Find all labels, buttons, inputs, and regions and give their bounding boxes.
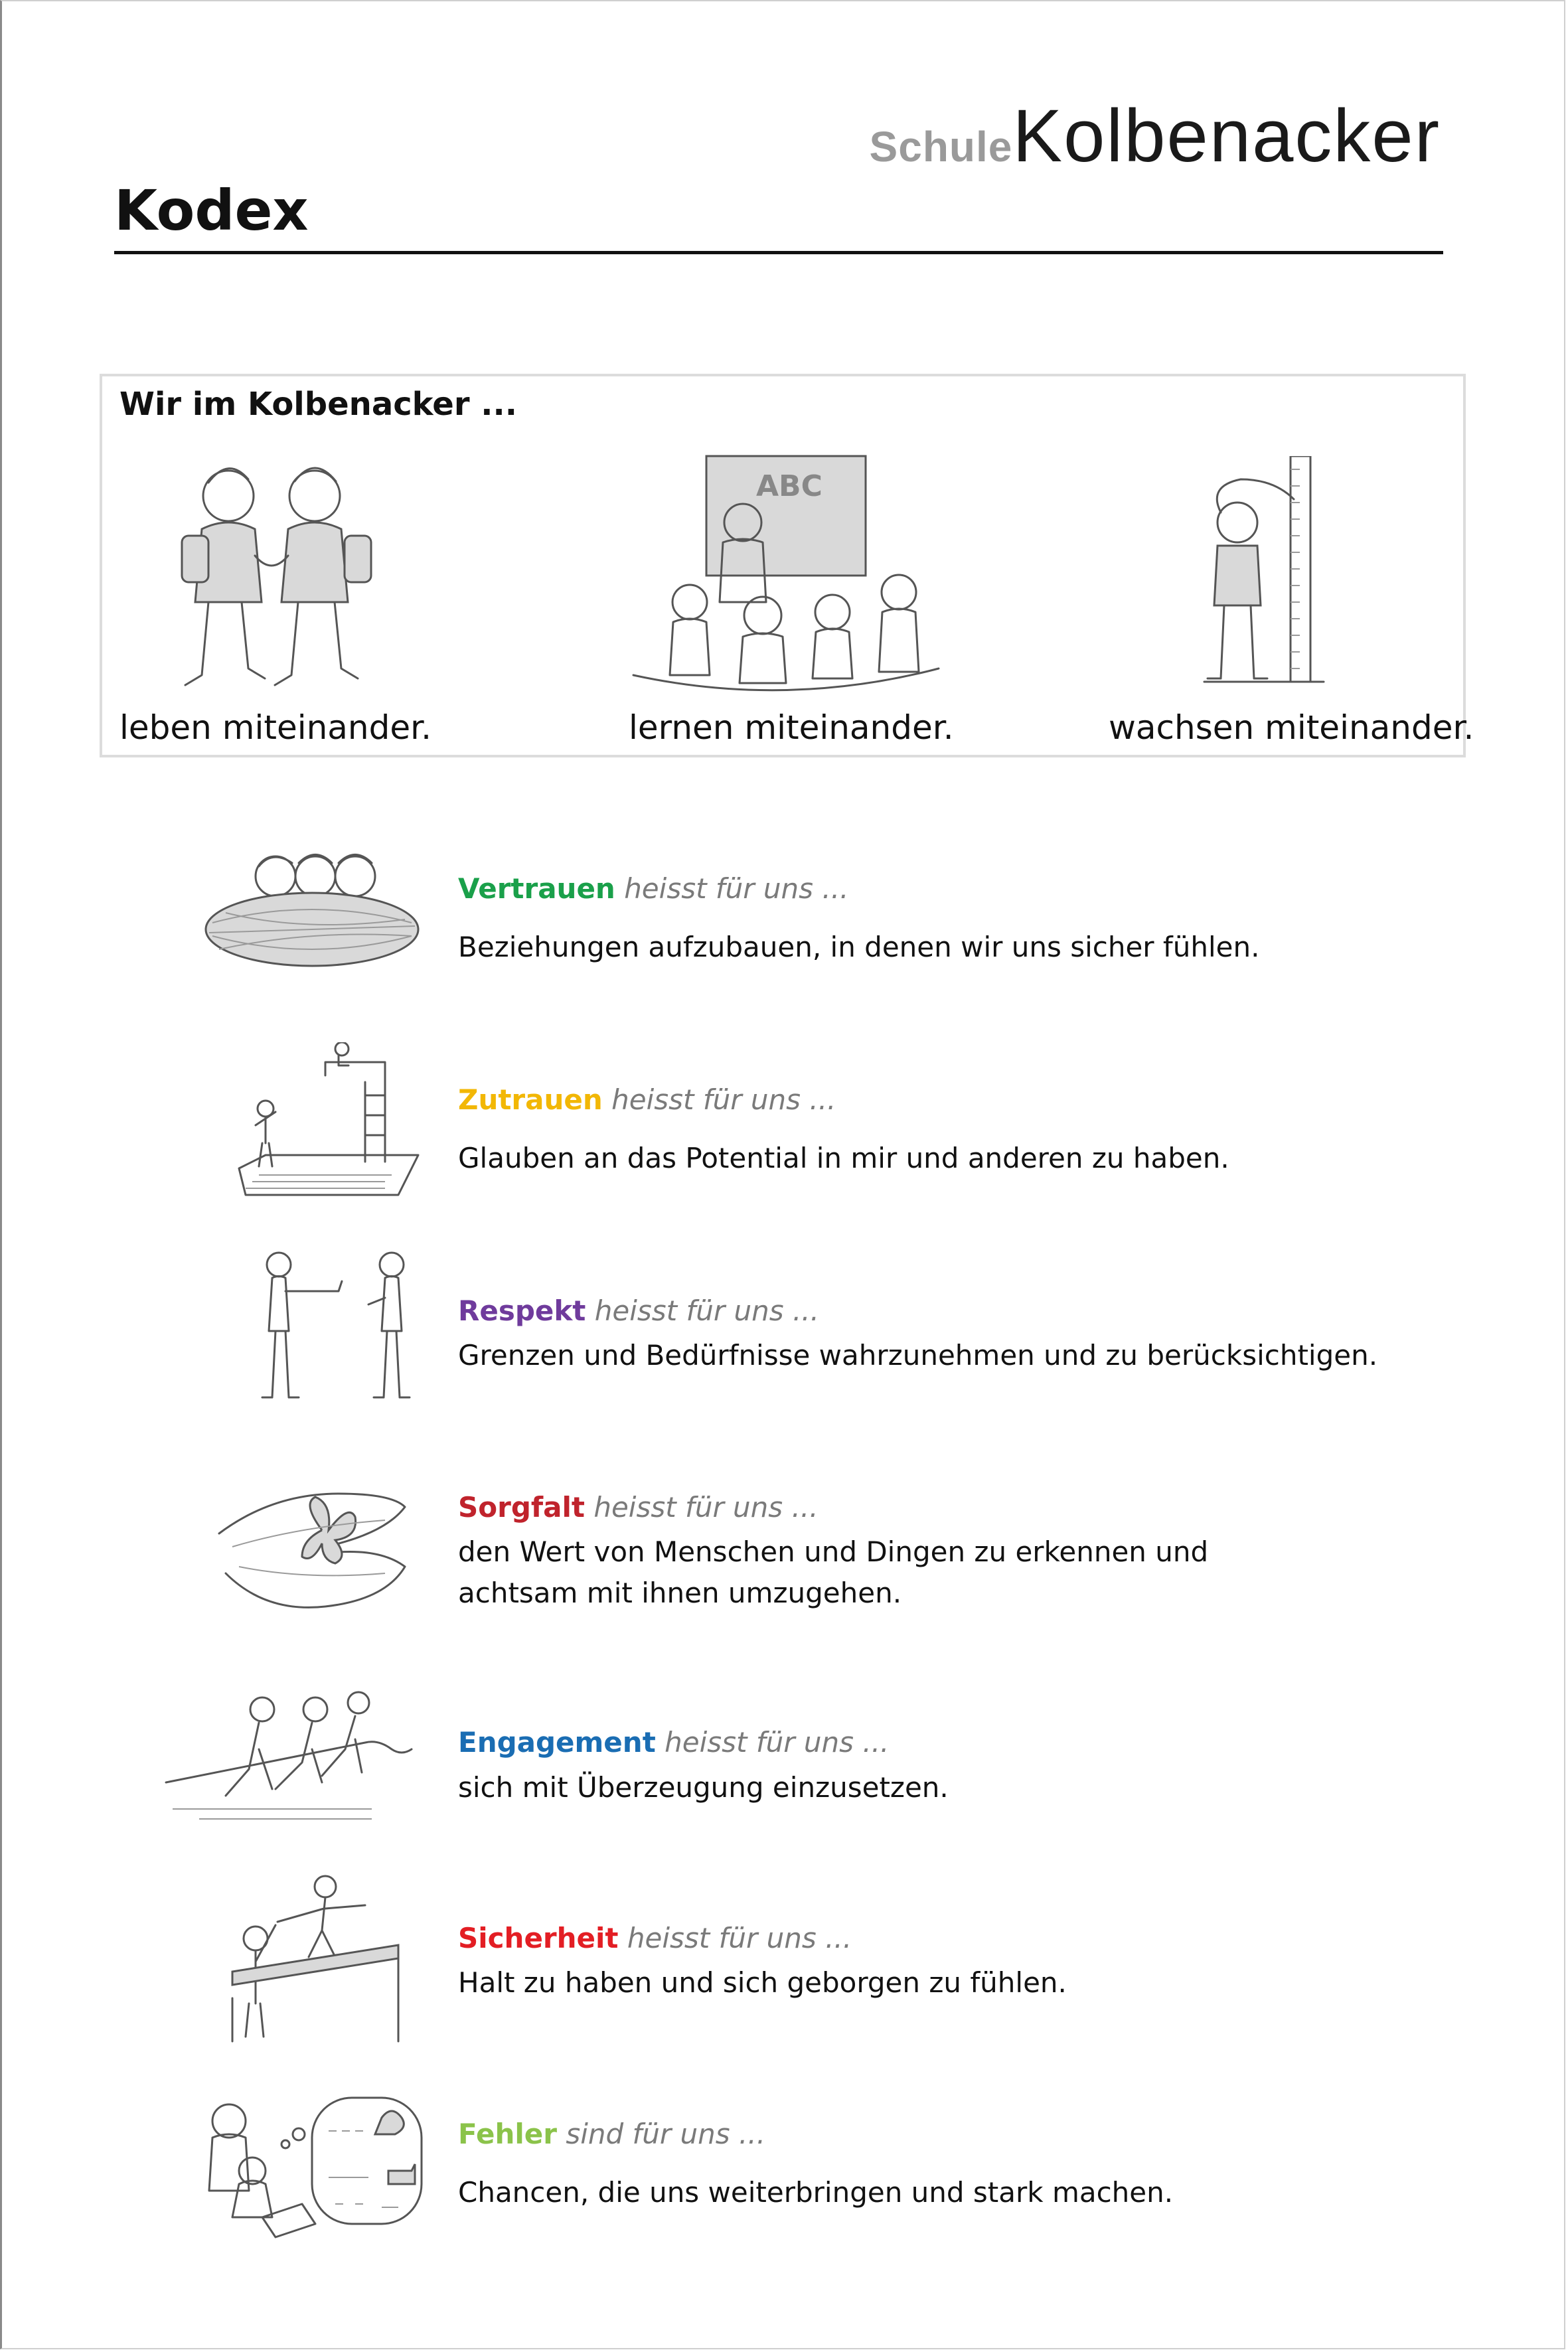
stop-gesture-illustration xyxy=(249,1248,415,1414)
logo-name-word: Kolbenacker xyxy=(1012,94,1441,177)
intro-box xyxy=(100,374,1474,757)
balancing-wall-illustration xyxy=(219,1872,412,2045)
value-heading-rest: heisst für uns ... xyxy=(593,1491,819,1524)
value-text-vertrauen: Beziehungen aufzubauen, in denen wir uns sicher fühlen. xyxy=(458,931,1260,963)
value-text-sicherheit: Halt zu haben und sich geborgen zu fühlen. xyxy=(458,1966,1067,1999)
intro-caption-leben: leben miteinander. xyxy=(119,708,431,747)
hands-butterfly-illustration xyxy=(212,1467,418,1620)
intro-heading: Wir im Kolbenacker ... xyxy=(119,386,517,423)
height-measuring-illustration xyxy=(1178,456,1350,702)
value-heading-rest: heisst für uns ... xyxy=(665,1726,890,1759)
value-text-engagement: sich mit Überzeugung einzusetzen. xyxy=(458,1771,949,1804)
value-keyword: Respekt xyxy=(458,1294,586,1327)
value-heading-engagement xyxy=(458,1726,889,1759)
value-heading-rest: heisst für uns ... xyxy=(594,1294,820,1327)
value-text-fehler: Chancen, die uns weiterbringen und stark machen. xyxy=(458,2176,1174,2209)
intro-caption-wachsen: wachsen miteinander. xyxy=(1109,708,1474,747)
value-heading-rest: heisst für uns ... xyxy=(611,1083,836,1116)
nest-illustration xyxy=(199,836,425,982)
value-keyword: Engagement xyxy=(458,1726,656,1759)
value-keyword: Sicherheit xyxy=(458,1922,619,1954)
value-keyword: Zutrauen xyxy=(458,1083,603,1116)
logo-school-word: Schule xyxy=(869,123,1013,171)
value-heading-sicherheit xyxy=(458,1922,852,1954)
value-text-sorgfalt: den Wert von Menschen und Dingen zu erkennen und achtsam mit ihnen umzugehen. xyxy=(458,1535,1209,1609)
page-title: Kodex xyxy=(114,178,309,243)
value-keyword: Fehler xyxy=(458,2118,557,2150)
value-heading-fehler xyxy=(458,2118,765,2150)
title-rule xyxy=(114,251,1443,254)
value-keyword: Vertrauen xyxy=(458,872,615,905)
value-keyword: Sorgfalt xyxy=(458,1491,585,1524)
value-heading-rest: sind für uns ... xyxy=(566,2118,766,2150)
school-logo xyxy=(870,93,1441,179)
value-heading-sorgfalt xyxy=(458,1491,819,1524)
diving-tower-illustration xyxy=(232,1042,431,1202)
value-heading-vertrauen xyxy=(458,872,848,905)
tug-of-war-illustration xyxy=(159,1689,418,1836)
value-heading-rest: heisst für uns ... xyxy=(624,872,849,905)
value-text-zutrauen: Glauben an das Potential in mir und anderen zu haben. xyxy=(458,1142,1229,1174)
intro-caption-lernen: lernen miteinander. xyxy=(629,708,954,747)
value-heading-rest: heisst für uns ... xyxy=(627,1922,852,1954)
classroom-illustration xyxy=(627,449,945,702)
thinking-animals-illustration xyxy=(189,2091,428,2244)
board-abc-text: ABC xyxy=(756,469,823,503)
value-heading-respekt xyxy=(458,1294,819,1327)
kids-holding-hands-illustration xyxy=(155,456,394,695)
value-heading-zutrauen xyxy=(458,1083,836,1116)
value-text-respekt: Grenzen und Bedürfnisse wahrzunehmen und zu berücksichtigen. xyxy=(458,1339,1378,1372)
